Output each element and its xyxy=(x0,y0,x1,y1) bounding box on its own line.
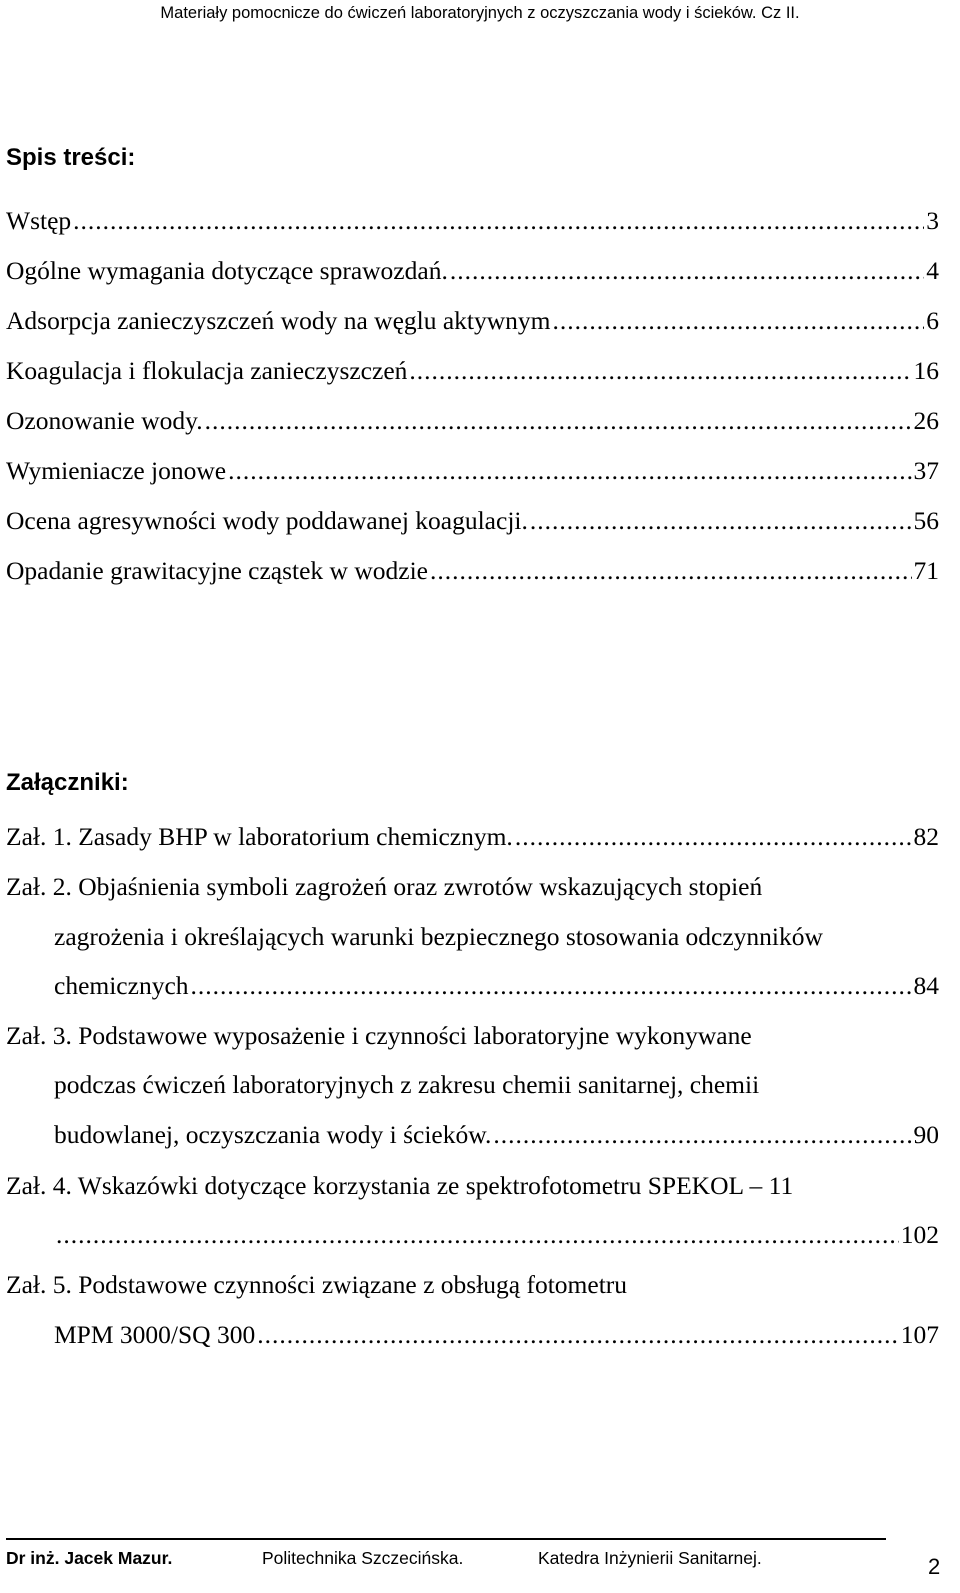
appendix-entry[interactable] xyxy=(54,1310,939,1360)
appendix-entry-title: budowlanej, oczyszczania wody i ścieków. xyxy=(54,1120,492,1149)
dot-leader xyxy=(257,1310,899,1360)
running-header: Materiały pomocnicze do ćwiczeń laboratoryjnych z oczyszczania wody i ścieków. Cz II. xyxy=(160,4,800,22)
toc-entry-page: 4 xyxy=(926,256,939,285)
toc-entry-page: 26 xyxy=(913,406,939,435)
toc-entry-page: 16 xyxy=(913,356,939,385)
appendix-entry-title: Zał. 1. Zasady BHP w laboratorium chemicznym. xyxy=(6,822,513,851)
toc-entry-page: 56 xyxy=(913,506,939,535)
toc-entry-title: Wstęp xyxy=(6,206,72,235)
appendix-entry-line: Zał. 5. Podstawowe czynności związane z obsługą fotometru xyxy=(6,1270,628,1299)
footer-rule xyxy=(6,1538,886,1540)
appendix-entry-line: Zał. 3. Podstawowe wyposażenie i czynności laboratoryjne wykonywane xyxy=(6,1021,752,1050)
appendix-entry-page: 82 xyxy=(913,822,939,851)
page-number: 2 xyxy=(928,1554,941,1579)
appendix-entry[interactable] xyxy=(54,1210,939,1260)
appendix-entry-line: podczas ćwiczeń laboratoryjnych z zakresu chemii sanitarnej, chemii xyxy=(54,1070,760,1099)
toc-heading: Spis treści: xyxy=(6,144,136,171)
dot-leader xyxy=(205,396,912,446)
dot-leader xyxy=(191,961,912,1011)
dot-leader xyxy=(515,812,912,862)
dot-leader xyxy=(430,546,912,596)
toc-entry-title: Ogólne wymagania dotyczące sprawozdań. xyxy=(6,256,448,285)
appendix-entry-line: Zał. 4. Wskazówki dotyczące korzystania ze spektrofotometru SPEKOL – 11 xyxy=(6,1171,794,1200)
toc-entry[interactable] xyxy=(6,396,939,446)
dot-leader xyxy=(553,296,925,346)
toc-entry-page: 71 xyxy=(913,556,939,585)
toc-entry-title: Wymieniacze jonowe xyxy=(6,456,227,485)
toc-entry[interactable] xyxy=(6,496,939,546)
footer-university: Politechnika Szczecińska. xyxy=(262,1548,464,1568)
appendix-heading: Załączniki: xyxy=(6,769,129,796)
toc-entry-title: Adsorpcja zanieczyszczeń wody na węglu aktywnym xyxy=(6,306,551,335)
appendix-entry-page: 102 xyxy=(900,1220,939,1249)
dot-leader xyxy=(73,196,924,246)
footer-author: Dr inż. Jacek Mazur. xyxy=(6,1548,173,1568)
appendix-entry-line: Zał. 2. Objaśnienia symboli zagrożeń oraz zwrotów wskazujących stopień xyxy=(6,872,763,901)
toc-entry-page: 3 xyxy=(926,206,939,235)
toc-entry[interactable] xyxy=(6,246,939,296)
toc-entry-title: Ocena agresywności wody poddawanej koagulacji. xyxy=(6,506,528,535)
toc-entry-title: Opadanie grawitacyjne cząstek w wodzie xyxy=(6,556,428,585)
toc-entry[interactable] xyxy=(6,296,939,346)
appendix-entry-page: 84 xyxy=(913,971,939,1000)
toc-entry-page: 37 xyxy=(913,456,939,485)
toc-entry[interactable] xyxy=(6,546,939,596)
appendix-entry-title: chemicznych xyxy=(54,971,189,1000)
dot-leader xyxy=(493,1110,911,1160)
appendix-entry[interactable] xyxy=(54,961,939,1011)
toc-entry[interactable] xyxy=(6,446,939,496)
toc-entry[interactable] xyxy=(6,346,939,396)
dot-leader xyxy=(409,346,911,396)
footer-department: Katedra Inżynierii Sanitarnej. xyxy=(538,1548,762,1568)
appendix-entry-page: 107 xyxy=(900,1320,939,1349)
toc-entry-title: Koagulacja i flokulacja zanieczyszczeń xyxy=(6,356,408,385)
dot-leader xyxy=(530,496,912,546)
appendix-entry-title: MPM 3000/SQ 300 xyxy=(54,1320,256,1349)
dot-leader xyxy=(56,1210,899,1260)
appendix-entry[interactable] xyxy=(6,812,939,862)
appendix-entry-page: 90 xyxy=(913,1120,939,1149)
dot-leader xyxy=(228,446,911,496)
dot-leader xyxy=(450,246,924,296)
toc-entry-title: Ozonowanie wody. xyxy=(6,406,203,435)
appendix-entry-line: zagrożenia i określających warunki bezpiecznego stosowania odczynników xyxy=(54,922,823,951)
toc-entry[interactable] xyxy=(6,196,939,246)
appendix-entry[interactable] xyxy=(54,1110,939,1160)
toc-entry-page: 6 xyxy=(926,306,939,335)
